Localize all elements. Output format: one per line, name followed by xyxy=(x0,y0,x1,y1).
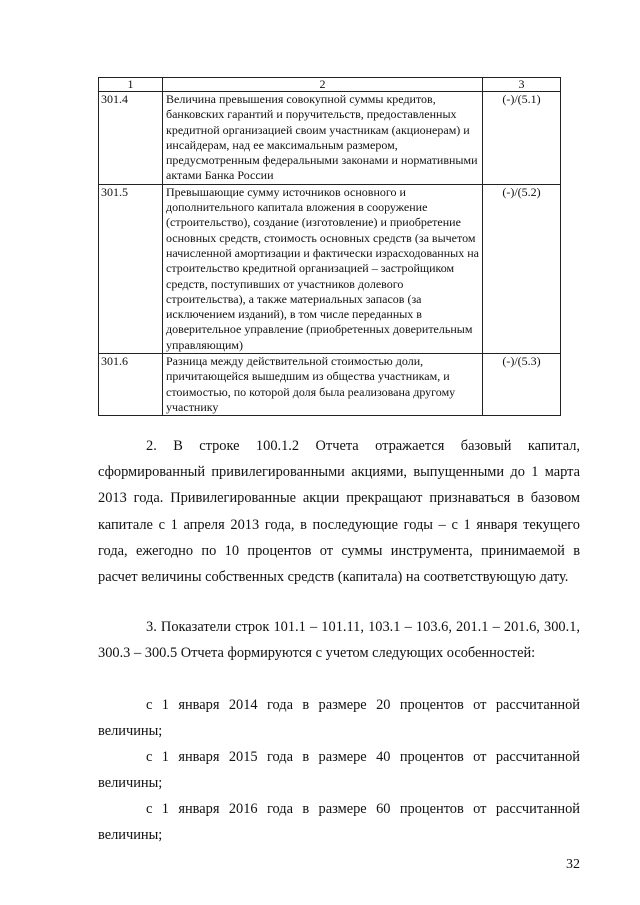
paragraph-3 xyxy=(98,614,580,666)
paragraph-2016 xyxy=(98,796,580,848)
table-header-cell: 1 xyxy=(99,78,163,92)
table-header-cell: 2 xyxy=(163,78,483,92)
paragraph-text: с 1 января 2015 года в размере 40 процентов от рассчитанной величины; xyxy=(98,749,580,792)
table-row xyxy=(99,184,561,353)
table-header-row xyxy=(99,78,561,92)
paragraph-text: с 1 января 2016 года в размере 60 процентов от рассчитанной величины; xyxy=(98,801,580,844)
row-code: 301.5 xyxy=(99,184,163,353)
page-number: 32 xyxy=(566,857,580,872)
paragraph-2014 xyxy=(98,692,580,744)
paragraph-text: 2. В строке 100.1.2 Отчета отражается базовый капитал, сформированный привилегированными акциями, выпущенными до 1 марта 2013 года. Привилегированные акции прекращают признаваться в базовом капитале с 1 апреля 2013 года, в последующие годы – с 1 января текущего года, ежегодно по 10 процентов от суммы инструмента, принимаемой в расчет величины собственных средств (капитала) на соответствующую дату. xyxy=(98,438,580,586)
table-row xyxy=(99,92,561,185)
table-header-cell: 3 xyxy=(483,78,561,92)
table-row xyxy=(99,354,561,416)
indicators-table xyxy=(98,77,561,416)
row-reference: (-)/(5.2) xyxy=(483,184,561,353)
paragraph-2 xyxy=(98,433,580,590)
row-description: Разница между действительной стоимостью доли, причитающейся вышедшим из общества участникам, и стоимостью, по которой доля была реализована другому участнику xyxy=(163,354,483,416)
row-description: Величина превышения совокупной суммы кредитов, банковских гарантий и поручительств, предоставленных кредитной организацией своим участникам (акционерам) и инсайдерам, над ее максимальным размером, предусмотренным федеральными законами и нормативными актами Банка России xyxy=(163,92,483,185)
row-description: Превышающие сумму источников основного и дополнительного капитала вложения в сооружение (строительство), создание (изготовление) и приобретение основных средств, стоимость основных средств (за вычетом начисленной амортизации и фактически израсходованных на строительство кредитной организацией – застройщиком средств, поступивших от участников долевого строительства), а также материальных запасов (за исключением изданий), в том числе переданных в доверительное управление (приобретенных доверительным управляющим) xyxy=(163,184,483,353)
row-code: 301.4 xyxy=(99,92,163,185)
row-reference: (-)/(5.1) xyxy=(483,92,561,185)
paragraph-text: с 1 января 2014 года в размере 20 процентов от рассчитанной величины; xyxy=(98,697,580,740)
row-code: 301.6 xyxy=(99,354,163,416)
row-reference: (-)/(5.3) xyxy=(483,354,561,416)
paragraph-2015 xyxy=(98,744,580,796)
paragraph-text: 3. Показатели строк 101.1 – 101.11, 103.1 – 103.6, 201.1 – 201.6, 300.1, 300.3 – 300.5 Отчета формируются с учетом следующих особенностей: xyxy=(98,619,580,662)
